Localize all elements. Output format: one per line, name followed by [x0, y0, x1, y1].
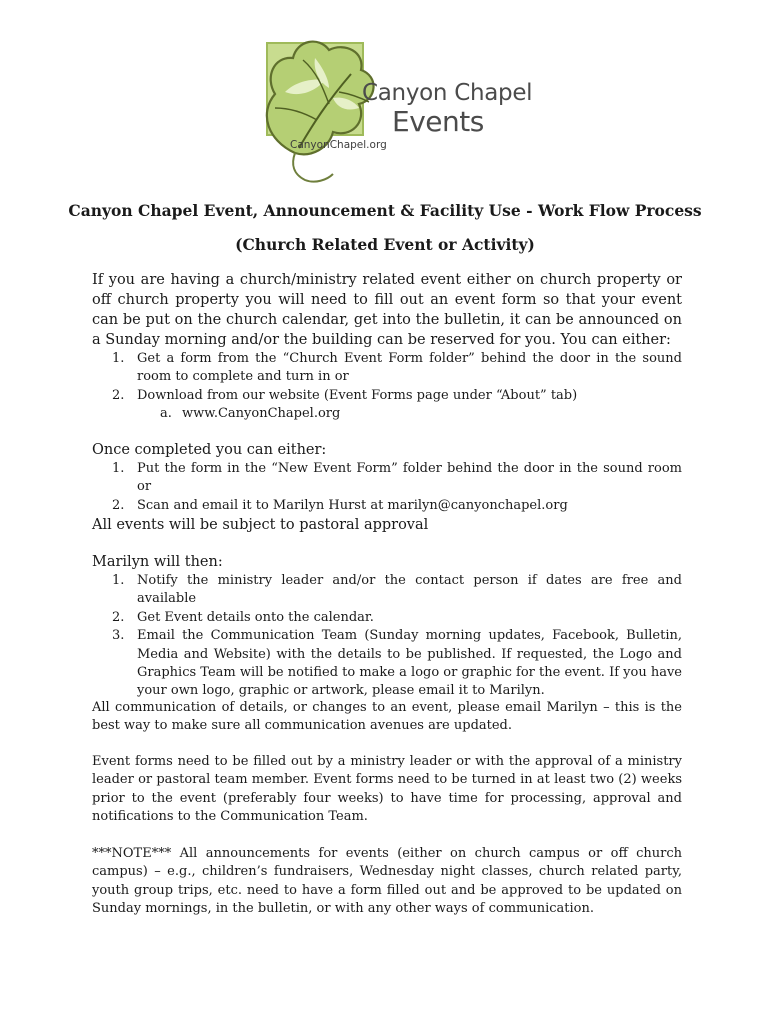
list-item-text: Download from our website (Event Forms page under “About” tab) — [137, 387, 578, 403]
list-item-text: Get Event details onto the calendar. — [137, 609, 374, 625]
list-number: 2. — [112, 387, 125, 403]
list-letter: a. — [160, 406, 172, 422]
document-subtitle: (Church Related Event or Activity) — [235, 235, 535, 254]
website-subitem — [92, 405, 682, 423]
list-number: 1. — [112, 573, 125, 588]
document-title: Canyon Chapel Event, Announcement & Facility Use - Work Flow Process — [68, 201, 702, 220]
list-item — [92, 387, 682, 405]
list-item — [92, 627, 682, 701]
marilyn-section — [92, 552, 682, 701]
communication-section — [92, 699, 682, 736]
list-item — [92, 460, 682, 497]
list-number: 2. — [112, 609, 125, 625]
marilyn-lead: Marilyn will then: — [92, 554, 223, 570]
list-item — [92, 609, 682, 627]
logo-subtitle: Events — [392, 105, 484, 138]
leaf-icon — [255, 28, 525, 188]
approval-text: All events will be subject to pastoral approval — [92, 517, 429, 533]
list-item-text: Notify the ministry leader and/or the contact person if dates are free and available — [137, 573, 682, 607]
website-link[interactable]: www.CanyonChapel.org — [182, 406, 341, 422]
list-item — [92, 572, 682, 609]
intro-options-list — [92, 350, 682, 405]
list-item — [92, 497, 682, 515]
marilyn-steps-list — [92, 572, 682, 701]
canyon-chapel-events-logo — [255, 28, 533, 188]
communication-paragraph: All communication of details, or changes to an event, please email Marilyn – this is the best way to make sure all communication avenues are updated. — [92, 700, 682, 734]
logo-url: CanyonChapel.org — [290, 139, 387, 151]
list-number: 1. — [112, 351, 125, 366]
list-item-text: Put the form in the “New Event Form” folder behind the door in the sound room or — [137, 461, 682, 495]
list-item-text: Scan and email it to Marilyn Hurst at marilyn@canyonchapel.org — [137, 497, 568, 513]
note-section — [92, 845, 682, 919]
list-item-text: Get a form from the “Church Event Form folder” behind the door in the sound room to complete and turn in or — [137, 351, 682, 385]
completed-lead: Once completed you can either: — [92, 442, 327, 458]
list-item — [92, 350, 682, 387]
intro-section — [92, 270, 682, 424]
completed-section — [92, 440, 682, 515]
intro-paragraph: If you are having a church/ministry related event either on church property or off church property you will need to fill out an event form so that your event can be put on the church calendar, get into the bulletin, it can be announced on a Sunday morning and/or the building can be reserved for you. You can either: — [92, 272, 682, 348]
list-item-text: Email the Communication Team (Sunday morning updates, Facebook, Bulletin, Media and Website) with the details to be published. If requested, the Logo and Graphics Team will be notified to make a logo or graphic for the event. If you have your own logo, graphic or artwork, please email it to Marilyn. — [137, 628, 682, 699]
approval-section — [92, 515, 682, 535]
forms-paragraph: Event forms need to be filled out by a ministry leader or with the approval of a ministry leader or pastoral team member. Event forms need to be turned in at least two (2) weeks prior to the event (preferably four weeks) to have time for processing, approval and notifications to the Communication Team. — [92, 754, 682, 825]
list-number: 1. — [112, 461, 125, 476]
completed-options-list — [92, 460, 682, 515]
forms-section — [92, 753, 682, 827]
logo-title: Canyon Chapel — [362, 80, 533, 106]
list-number: 3. — [112, 628, 125, 644]
note-paragraph: ***NOTE*** All announcements for events (either on church campus or off church campus) – e.g., children’s fundraisers, Wednesday night classes, church related party, youth group trips, etc. need to have a form filled out and be approved to be updated on Sunday mornings, in the bulletin, or with any other ways of communication. — [92, 846, 682, 917]
list-number: 2. — [112, 497, 125, 513]
